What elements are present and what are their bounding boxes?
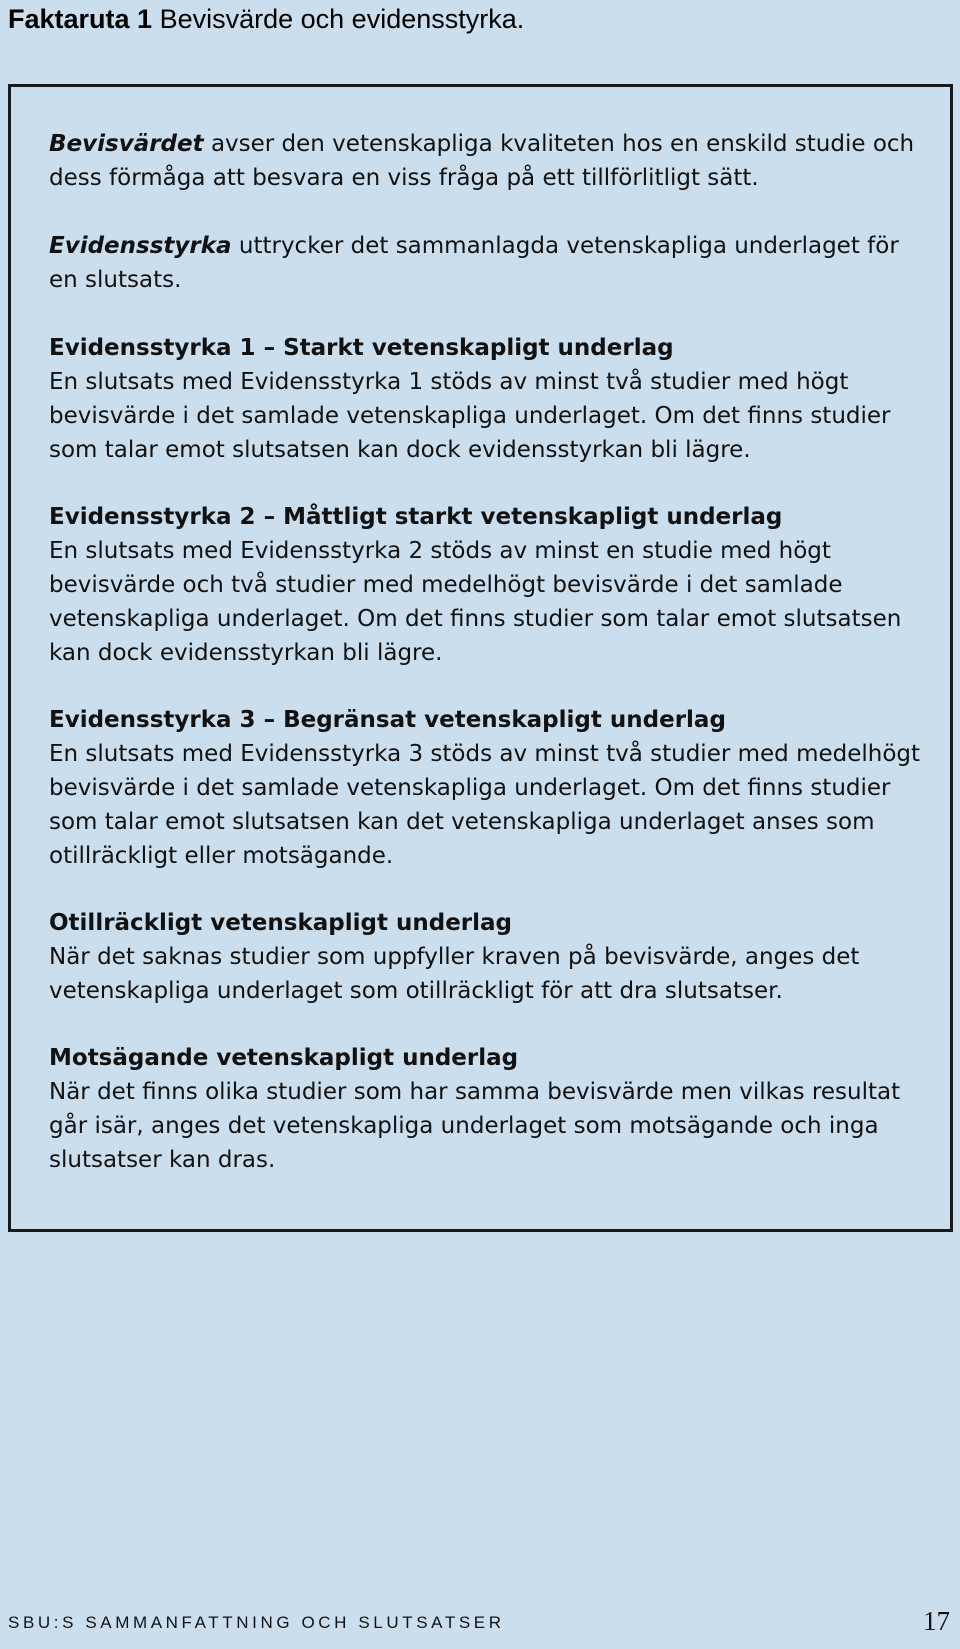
footer-publication-title: SBU:S SAMMANFATTNING OCH SLUTSATSER [8, 1613, 505, 1632]
section-body: När det saknas studier som uppfyller kraven på bevisvärde, anges det vetenskapliga underlaget som otillräckligt för att dra slutsatser. [49, 944, 860, 1004]
section-otillrackligt [49, 906, 924, 1008]
page-footer [8, 1603, 952, 1639]
definition-evidensstyrka [49, 229, 924, 297]
section-body: En slutsats med Evidensstyrka 1 stöds av minst två studier med högt bevisvärde i det samlade vetenskapliga underlaget. Om det finns studier som talar emot slutsatsen kan dock evidensstyrkan bli lägre. [49, 369, 891, 463]
section-heading: Evidensstyrka 1 – Starkt vetenskapligt underlag [49, 335, 674, 361]
section-body: En slutsats med Evidensstyrka 3 stöds av minst två studier med medelhögt bevisvärde i det samlade vetenskapliga underlaget. Om det finns studier som talar emot slutsatsen kan det vetenskapliga underlaget anses som otillräckligt eller motsägande. [49, 741, 921, 869]
definition-text: uttrycker det sammanlagda vetenskapliga underlaget för en slutsats. [49, 233, 899, 293]
section-heading: Motsägande vetenskapligt underlag [49, 1045, 519, 1071]
fact-box-label: Faktaruta 1 [8, 4, 153, 34]
fact-box-content [49, 127, 924, 1210]
section-heading: Evidensstyrka 2 – Måttligt starkt vetenskapligt underlag [49, 504, 783, 530]
definition-text: avser den vetenskapliga kvaliteten hos en enskild studie och dess förmåga att besvara en viss fråga på ett tillförlitligt sätt. [49, 131, 915, 191]
section-motsagande [49, 1041, 924, 1177]
definition-bevisvarde [49, 127, 924, 195]
definition-term: Evidensstyrka [49, 233, 232, 259]
fact-box [8, 84, 953, 1232]
section-evidensstyrka-2 [49, 500, 924, 670]
definition-term: Bevisvärdet [49, 131, 204, 157]
section-heading: Evidensstyrka 3 – Begränsat vetenskapligt underlag [49, 707, 726, 733]
section-body: En slutsats med Evidensstyrka 2 stöds av minst en studie med högt bevisvärde och två studier med medelhögt bevisvärde i det samlade vetenskapliga underlaget. Om det finns studier som talar emot slutsatsen kan dock evidensstyrkan bli lägre. [49, 538, 902, 666]
page-number: 17 [923, 1606, 950, 1636]
page-title [8, 0, 524, 38]
fact-box-title: Bevisvärde och evidensstyrka. [159, 4, 525, 34]
section-heading: Otillräckligt vetenskapligt underlag [49, 910, 513, 936]
section-evidensstyrka-1 [49, 331, 924, 467]
section-body: När det finns olika studier som har samma bevisvärde men vilkas resultat går isär, anges det vetenskapliga underlaget som motsägande och inga slutsatser kan dras. [49, 1079, 901, 1173]
section-evidensstyrka-3 [49, 703, 924, 873]
